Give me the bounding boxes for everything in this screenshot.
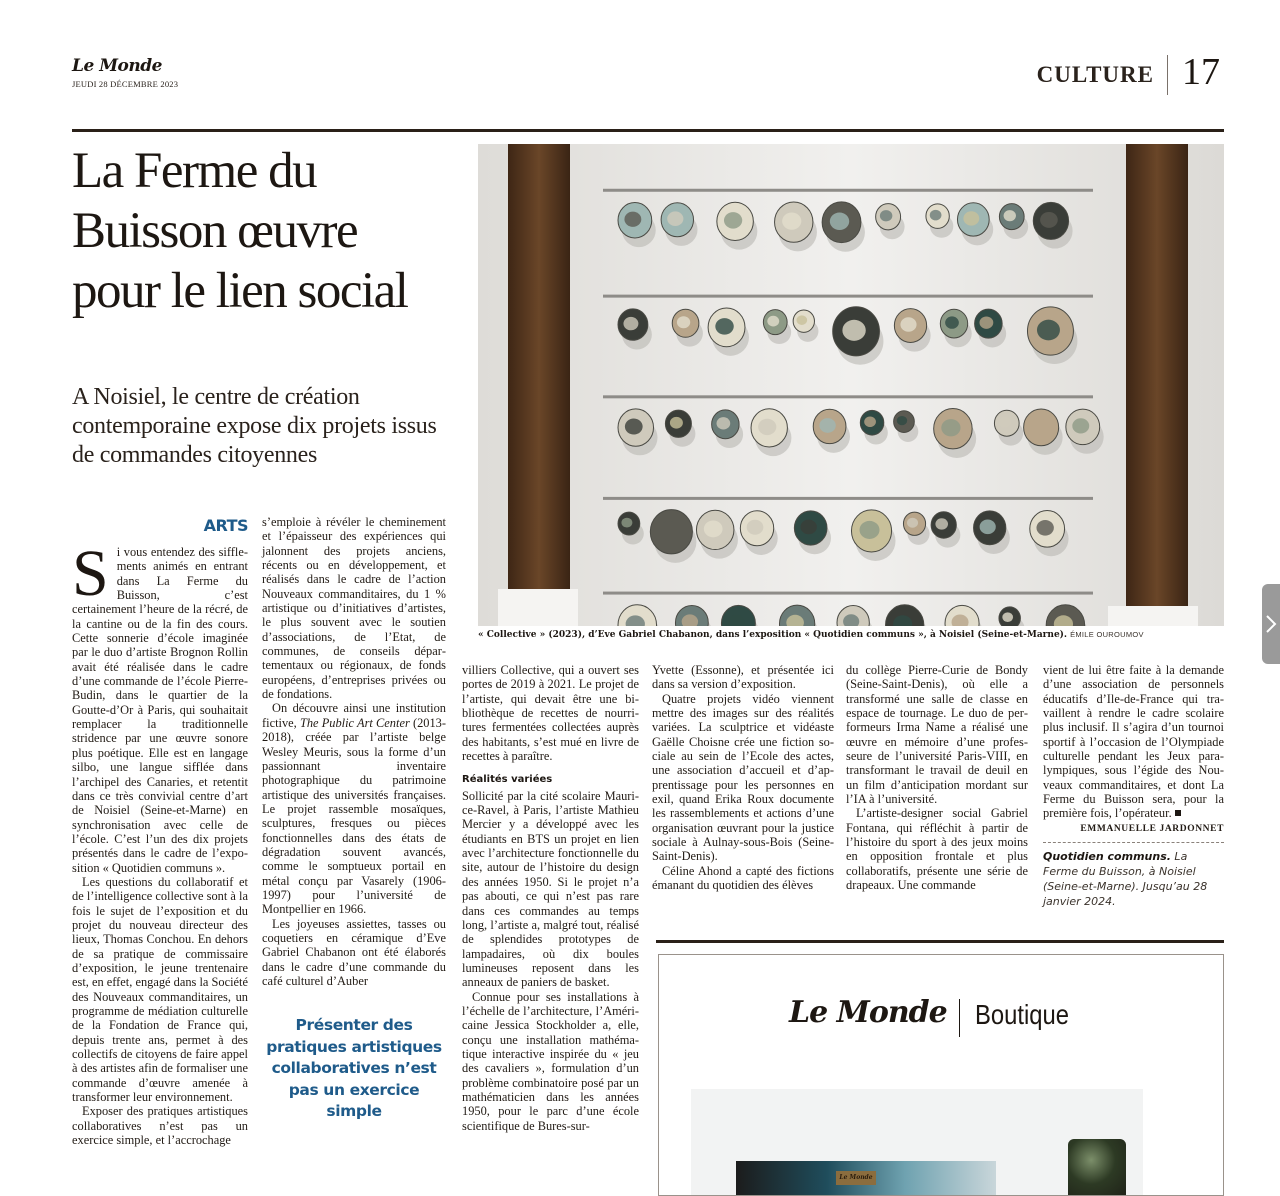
next-page-button[interactable] bbox=[1262, 584, 1280, 664]
shelf-rail bbox=[603, 497, 1093, 500]
left-wooden-beam bbox=[508, 144, 570, 589]
ad-product-panel bbox=[691, 1089, 1143, 1196]
ad-book-label: Le Monde bbox=[836, 1171, 876, 1185]
paragraph: L’artiste-designer social Gabriel Fontana, qui réfléchit à partir de l’histoire du sport à des jeux moins en opposition frontale et plus collaboratifs, présente une série de drapeaux. Une commande bbox=[846, 806, 1028, 893]
article-column-1 bbox=[72, 537, 248, 1148]
paragraph: Les joyeuses assiettes, tasses ou coquetiers en céramique d’Eve Gabriel Chabanon ont été élaborés dans le cadre d’une commande du café culturel d’Auber bbox=[262, 916, 446, 988]
paragraph: Connue pour ses installations à l’échelle de l’architecture, l’Américaine Jessica Stockholder a, elle, conçu une installation mathématique interactive inspirée du « jeu des cavaliers », formulation d’un problème combinatoire posé par un mathématicien dans les années 1950, pour le parc d’une école scientifique de Bures-sur- bbox=[462, 989, 639, 1133]
dotted-divider bbox=[1043, 842, 1224, 843]
top-rule bbox=[72, 129, 1224, 132]
section-name: CULTURE bbox=[1036, 62, 1154, 87]
exhibition-details: La Ferme du Buisson, à Noisiel (Seine-et-Marne). Jusqu’au 28 janvier 2024. bbox=[1043, 850, 1208, 909]
pull-quote: Présenter des pratiques artistiques collaboratives n’est pas un exercice simple bbox=[266, 1016, 442, 1120]
drop-cap: S bbox=[72, 537, 109, 610]
photo-credit: ÉMILE OUROUMOV bbox=[1070, 630, 1144, 639]
boutique-ad[interactable] bbox=[658, 954, 1224, 1196]
ad-le-monde-logo: Le Monde bbox=[789, 995, 947, 1030]
paragraph: Les questions du collaboratif et de l’intelligence collective sont à la fois le sujet de l’exposition et du projet du nouveau directeur des lieux, Thomas Conchou. En dehors de sa pratique de commissaire d’exposition, le jeune trentenaire est, en effet, engagé dans la Société des Nouveaux commanditaires, un programme de médiation culturelle de la Fondation de France qui, depuis trente ans, permet à des collectifs de citoyens de faire appel à des artistes afin de formaliser une commande d’œuvre amenée à transformer leur environnement. bbox=[72, 874, 248, 1105]
paragraph: Quatre projets vidéo viennent mettre des images sur des réalités variées. La sculptrice et vidéaste Gaëlle Choisne crée une fiction sociale au sein de l’Ecole des actes, une association d’accueil et d’apprentissage pour les personnes en exil, quand Erika Roux documente les rassemblements et actions d’une organisation œuvrant pour la justice sociale à Aulnay-sous-Bois (Seine-Saint-Denis). bbox=[652, 691, 834, 864]
section-kicker: ARTS bbox=[203, 516, 248, 535]
subheading: Réalités variées bbox=[462, 774, 553, 786]
shelf-rail bbox=[603, 592, 1093, 595]
ad-boutique-label: Boutique bbox=[975, 999, 1069, 1030]
paragraph: Exposer des pratiques artistiques collaboratives n’est pas un exercice simple, et l’accrochage bbox=[72, 1104, 248, 1148]
article-column-5 bbox=[846, 663, 1028, 893]
ceramics-wall-photo bbox=[478, 144, 1224, 626]
paragraph: Sollicité par la cité scolaire Maurice-Ravel, à Paris, l’artiste Mathieu Mercier y a développé avec les étudiants en BTS un projet en lien avec l’architecture fonctionnelle du site, autour de l’histoire du design des années 1950. Si le projet n’a pas abouti, ce qui n’est pas rare dans ces commandes au temps long, l’artiste a, malgré tout, réalisé de splendides prototypes de lampadaires, où dix boules lumineuses reposent dans les anneaux de paniers de basket. bbox=[462, 788, 639, 990]
paragraph: villiers Collective, qui a ouvert ses portes de 2019 à 2021. Le projet de l’artiste, qui devait être une bibliothèque de recettes de nourritures fermentées collectées auprès des habitants, s’est mué en livre de recettes à paraître. bbox=[462, 663, 639, 764]
exhibition-title: Quotidien communs. bbox=[1043, 850, 1171, 864]
paragraph: vient de lui être faite à la demande d’une association de personnels éducatifs d’Ile-de-France qui travaillent à rendre le cadre scolaire plus inclusif. Il s’agira d’un tournoi sportif à l’occasion de l’Olympiade culturelle pendant les Jeux paralympiques, sous l’égide des Nouveaux commanditaires, et dont La Ferme du Buisson sera, pour la première fois, l’opérateur. bbox=[1043, 663, 1224, 821]
page-number: 17 bbox=[1182, 51, 1220, 93]
deck: A Noisiel, le centre de création contemporaine expose dix projets issus de commandes citoyennes bbox=[72, 384, 437, 468]
byline: EMMANUELLE JARDONNET bbox=[1080, 823, 1224, 834]
ad-card-image bbox=[1068, 1139, 1126, 1196]
photo-caption bbox=[478, 630, 1238, 640]
shelf-rail bbox=[603, 395, 1093, 398]
paragraph-part: (2013-2018), créée par l’artiste belge Wesley Meuris, sous la forme d’un passionnant inventaire photographique du patrimoine artistique des universités françaises. Le projet rassemble mosaïques, sculptures, fresques ou pièces fonctionnelles dans des états de dégradation souvent avancés, comme le somptueux portail en métal conçu par Vasarely (1906-1997) pour l’université de Montpellier en 1966. bbox=[262, 715, 446, 917]
ad-book-image bbox=[736, 1161, 996, 1196]
work-title: The Public Art Center bbox=[299, 715, 410, 730]
paragraph: du collège Pierre-Curie de Bondy (Seine-Saint-Denis), où elle a transformé une salle de classe en espace de tournage. Le duo de performeurs Irma Name a réalisé une œuvre en mémoire d’une professeure de l’université Paris-VIII, en transformant le travail de deuil en un film d’anticipation mordant sur l’IA à l’université. bbox=[846, 663, 1028, 807]
article-photo bbox=[478, 144, 1224, 626]
paragraph: Céline Ahond a capté des fictions émanant du quotidien des élèves bbox=[652, 863, 834, 893]
headline: La Ferme du Buisson œuvre pour le lien social bbox=[72, 143, 408, 319]
ad-top-rule bbox=[656, 940, 1224, 943]
right-wooden-beam bbox=[1126, 144, 1188, 609]
shelf-rail bbox=[603, 189, 1093, 192]
caption-text: « Collective » (2023), d’Eve Gabriel Chabanon, dans l’exposition « Quotidien communs », à Noisiel (Seine-et-Marne). bbox=[478, 630, 1068, 640]
chevron-right-icon bbox=[1265, 614, 1277, 634]
paragraph: i vous entendez des sifflements animés en entrant dans La Ferme du Buisson, c’est certainement l’heure de la récré, de la cantine ou de la fin des cours. Cette sonnerie d’école imaginée par le duo d’artiste Brognon Rollin avait été réalisée dans le cadre d’une commande de l’école Pierre-Budin, dans le quartier de la Goutte-d’Or à Paris, qui souhaitait remplacer la traditionnelle stridence par une œuvre sonore plus poétique. Elle est en langage silbo, une langue sifflée dans l’archipel des Canaries, et retentit dans ce très convivial centre d’art de Noisiel (Seine-et-Marne) en synchronisation avec celle de l’école. C’est l’un des dix projets présentés dans le cadre de l’exposition « Quotidien communs ». bbox=[72, 545, 248, 875]
paragraph: s’emploie à révéler le cheminement et l’épaisseur des expériences qui jalonnent des projets anciens, récents ou en développement, et réalisés dans le cadre de l’action Nouveaux commanditaires, du 1 % artistique ou d’initiatives d’artistes, le plus souvent avec le soutien d’associations, de l’Etat, de communes, de conseils départementaux ou régionaux, de fonds européens, d’entreprises privées ou de fondations. bbox=[262, 515, 446, 702]
paragraph-part: On découvre ainsi une institution fictive, bbox=[262, 701, 446, 730]
exhibition-info bbox=[1043, 849, 1224, 909]
issue-date: JEUDI 28 DÉCEMBRE 2023 bbox=[72, 79, 179, 89]
article-column-6 bbox=[1043, 663, 1224, 909]
article-column-3 bbox=[462, 663, 639, 1133]
shelf-rail bbox=[603, 295, 1093, 298]
paragraph: Yvette (Essonne), et présentée ici dans sa version d’exposition. bbox=[652, 663, 834, 692]
article-column-4 bbox=[652, 663, 834, 893]
le-monde-logo: Le Monde bbox=[72, 56, 162, 76]
end-mark-icon bbox=[1175, 810, 1181, 816]
section-divider bbox=[1167, 55, 1168, 95]
article-column-2 bbox=[262, 515, 446, 988]
ad-divider bbox=[959, 999, 960, 1037]
